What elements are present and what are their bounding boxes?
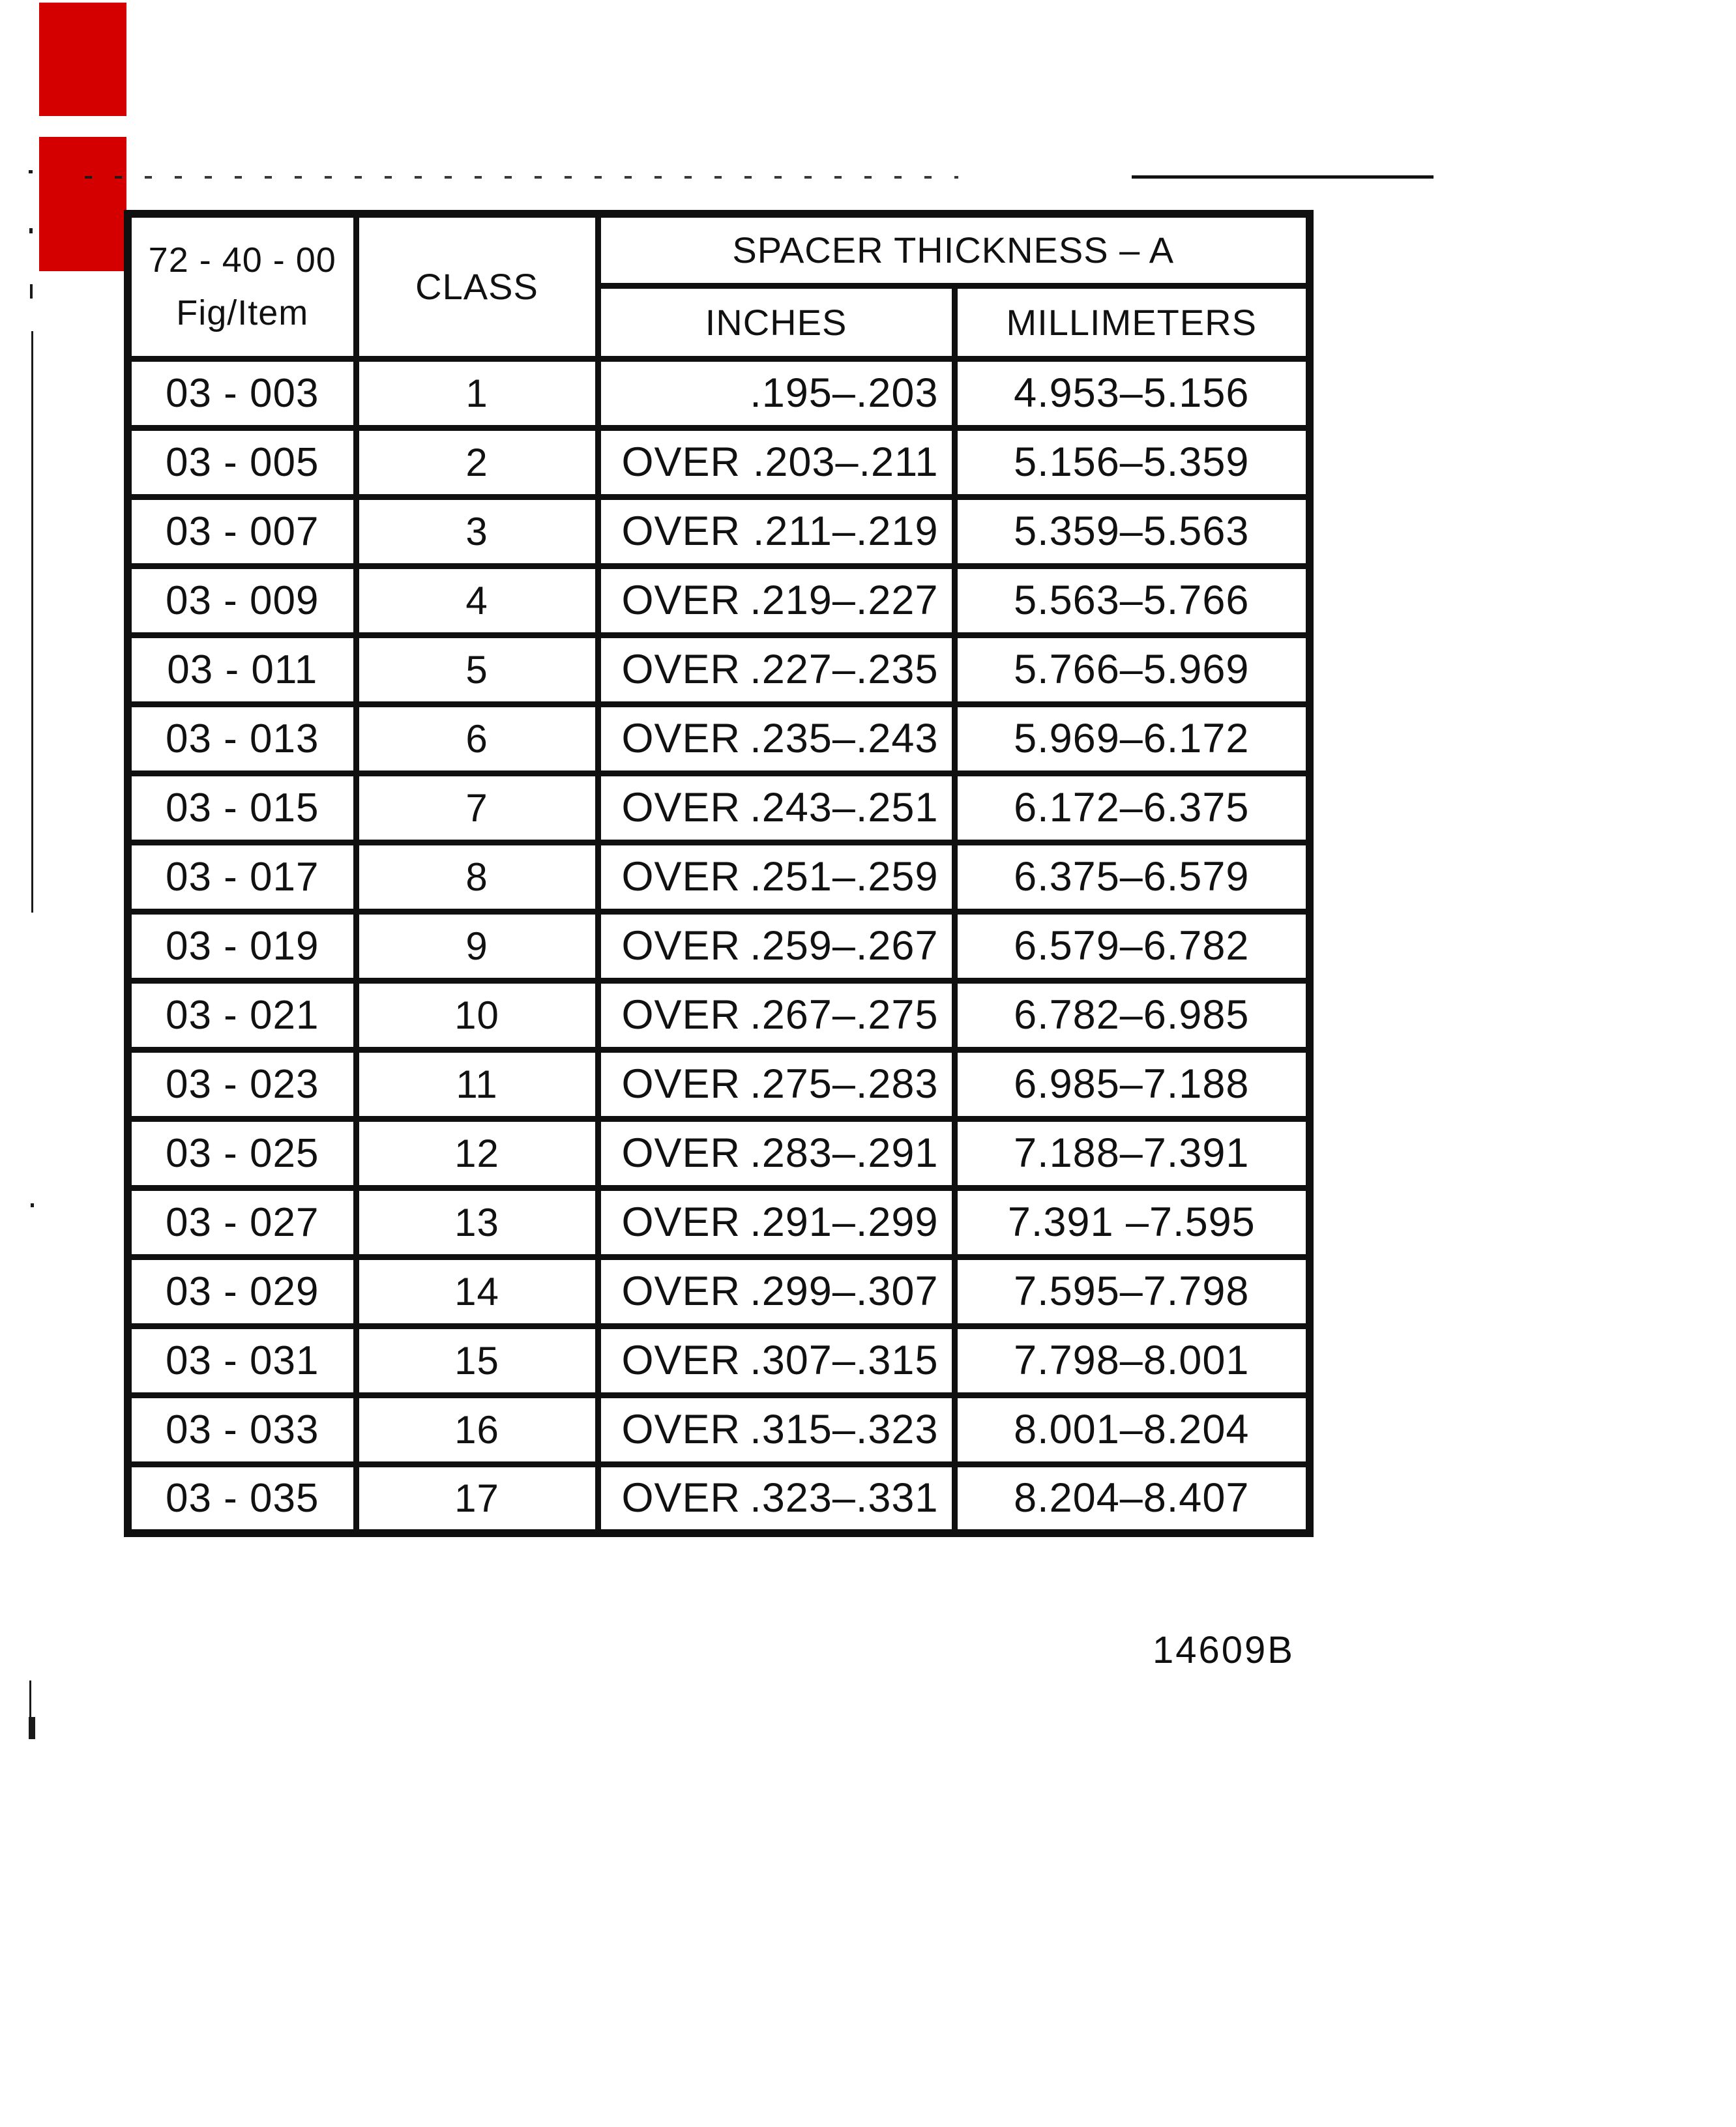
table-row	[128, 980, 1310, 1049]
over-label: OVER	[621, 716, 741, 761]
margin-speck	[29, 228, 33, 233]
inches-range: .211–.219	[752, 508, 939, 554]
over-label: OVER	[621, 439, 741, 485]
fig-item-cell: 03 - 029	[128, 1257, 356, 1326]
inches-range: .275–.283	[750, 1061, 939, 1107]
over-label: OVER	[621, 508, 741, 554]
margin-bar	[29, 1717, 35, 1739]
fig-item-cell: 03 - 021	[128, 980, 356, 1049]
spacer-thickness-table	[124, 210, 1314, 1537]
inches-range: .259–.267	[750, 923, 939, 969]
inches-range: .315–.323	[750, 1407, 939, 1452]
class-cell: 2	[356, 428, 598, 497]
class-cell: 1	[356, 359, 598, 428]
over-label: OVER	[621, 992, 741, 1038]
table-row	[128, 704, 1310, 773]
fig-item-cell: 03 - 015	[128, 773, 356, 842]
margin-tick	[30, 284, 33, 299]
over-label: OVER	[621, 1475, 741, 1521]
inches-cell	[598, 428, 954, 497]
inches-range: .307–.315	[750, 1338, 939, 1383]
inches-range: .227–.235	[750, 647, 939, 692]
table-body	[128, 359, 1310, 1533]
class-cell: 8	[356, 842, 598, 911]
inches-cell	[598, 704, 954, 773]
class-cell: 6	[356, 704, 598, 773]
class-cell: 10	[356, 980, 598, 1049]
fig-item-header	[128, 214, 356, 359]
millimeters-cell: 5.156–5.359	[954, 428, 1310, 497]
class-cell: 4	[356, 566, 598, 635]
inches-cell	[598, 773, 954, 842]
dotted-rule	[85, 176, 958, 179]
millimeters-header: MILLIMETERS	[954, 286, 1310, 359]
over-label: OVER	[621, 785, 741, 830]
table-row	[128, 1188, 1310, 1257]
class-cell: 3	[356, 497, 598, 566]
table-row	[128, 1049, 1310, 1119]
millimeters-cell: 5.359–5.563	[954, 497, 1310, 566]
class-cell: 7	[356, 773, 598, 842]
fig-item-cell: 03 - 007	[128, 497, 356, 566]
class-cell: 11	[356, 1049, 598, 1119]
inches-cell	[598, 1049, 954, 1119]
millimeters-cell: 6.375–6.579	[954, 842, 1310, 911]
fig-item-cell: 03 - 017	[128, 842, 356, 911]
table-row	[128, 1119, 1310, 1188]
inches-cell	[598, 497, 954, 566]
inches-range: .267–.275	[750, 992, 939, 1038]
over-label: OVER	[621, 578, 741, 623]
inches-cell	[598, 842, 954, 911]
millimeters-cell: 6.985–7.188	[954, 1049, 1310, 1119]
inches-range: .323–.331	[750, 1475, 939, 1521]
class-cell: 9	[356, 911, 598, 980]
fig-item-cell: 03 - 005	[128, 428, 356, 497]
inches-cell	[598, 359, 954, 428]
inches-cell	[598, 980, 954, 1049]
inches-cell	[598, 1119, 954, 1188]
margin-speck	[29, 170, 33, 173]
millimeters-cell: 5.766–5.969	[954, 635, 1310, 704]
spacer-thickness-header: SPACER THICKNESS – A	[598, 214, 1310, 286]
fig-item-cell: 03 - 019	[128, 911, 356, 980]
fig-item-cell: 03 - 023	[128, 1049, 356, 1119]
inches-range: .299–.307	[750, 1269, 939, 1314]
inches-range: .283–.291	[750, 1130, 939, 1176]
fig-item-cell: 03 - 011	[128, 635, 356, 704]
inches-cell	[598, 1326, 954, 1395]
millimeters-cell: 8.001–8.204	[954, 1395, 1310, 1464]
over-label: OVER	[621, 1130, 741, 1176]
class-header: CLASS	[356, 214, 598, 359]
solid-rule-segment	[1132, 175, 1434, 179]
fig-item-cell: 03 - 035	[128, 1464, 356, 1533]
fig-item-cell: 03 - 009	[128, 566, 356, 635]
millimeters-cell: 5.969–6.172	[954, 704, 1310, 773]
millimeters-cell: 7.391 –7.595	[954, 1188, 1310, 1257]
fig-item-header-label: Fig/Item	[176, 293, 309, 332]
table-row	[128, 635, 1310, 704]
inches-header: INCHES	[598, 286, 954, 359]
table-row	[128, 911, 1310, 980]
fig-item-cell: 03 - 013	[128, 704, 356, 773]
over-label: OVER	[621, 647, 741, 692]
inches-cell	[598, 1257, 954, 1326]
class-cell: 12	[356, 1119, 598, 1188]
class-cell: 16	[356, 1395, 598, 1464]
inches-range: .203–.211	[752, 439, 939, 485]
fig-item-header-code: 72 - 40 - 00	[148, 240, 336, 280]
margin-line	[29, 1680, 31, 1717]
over-label: OVER	[621, 1338, 741, 1383]
over-label: OVER	[621, 1199, 741, 1245]
millimeters-cell: 7.188–7.391	[954, 1119, 1310, 1188]
margin-line	[31, 331, 33, 913]
inches-range: .291–.299	[750, 1199, 939, 1245]
inches-cell	[598, 566, 954, 635]
millimeters-cell: 8.204–8.407	[954, 1464, 1310, 1533]
millimeters-cell: 6.782–6.985	[954, 980, 1310, 1049]
red-margin-mark-top	[39, 3, 126, 116]
fig-item-cell: 03 - 025	[128, 1119, 356, 1188]
fig-item-cell: 03 - 031	[128, 1326, 356, 1395]
table-row	[128, 1257, 1310, 1326]
over-label: OVER	[621, 923, 741, 969]
table-row	[128, 428, 1310, 497]
millimeters-cell: 5.563–5.766	[954, 566, 1310, 635]
figure-stamp: 14609B	[1153, 1629, 1295, 1671]
table-row	[128, 1395, 1310, 1464]
millimeters-cell: 6.172–6.375	[954, 773, 1310, 842]
inches-cell	[598, 911, 954, 980]
fig-item-cell: 03 - 033	[128, 1395, 356, 1464]
class-cell: 13	[356, 1188, 598, 1257]
class-cell: 15	[356, 1326, 598, 1395]
millimeters-cell: 6.579–6.782	[954, 911, 1310, 980]
inches-range: .243–.251	[750, 785, 939, 830]
table-row	[128, 359, 1310, 428]
red-margin-mark-bottom	[39, 137, 126, 271]
table-row	[128, 773, 1310, 842]
table-row	[128, 1326, 1310, 1395]
table-row	[128, 1464, 1310, 1533]
inches-range: .235–.243	[750, 716, 939, 761]
inches-cell	[598, 1395, 954, 1464]
table-row	[128, 497, 1310, 566]
over-label: OVER	[621, 854, 741, 900]
fig-item-cell: 03 - 027	[128, 1188, 356, 1257]
over-label: OVER	[621, 1061, 741, 1107]
millimeters-cell: 4.953–5.156	[954, 359, 1310, 428]
inches-cell	[598, 1464, 954, 1533]
fig-item-cell: 03 - 003	[128, 359, 356, 428]
margin-speck	[31, 1203, 34, 1207]
inches-range: .251–.259	[750, 854, 939, 900]
table-row	[128, 566, 1310, 635]
inches-cell	[598, 635, 954, 704]
inches-cell	[598, 1188, 954, 1257]
class-cell: 17	[356, 1464, 598, 1533]
over-label: OVER	[621, 1269, 741, 1314]
millimeters-cell: 7.595–7.798	[954, 1257, 1310, 1326]
class-cell: 5	[356, 635, 598, 704]
over-label: OVER	[621, 1407, 741, 1452]
inches-range: .195–.203	[750, 370, 939, 416]
millimeters-cell: 7.798–8.001	[954, 1326, 1310, 1395]
class-cell: 14	[356, 1257, 598, 1326]
table-row	[128, 842, 1310, 911]
inches-range: .219–.227	[750, 578, 939, 623]
